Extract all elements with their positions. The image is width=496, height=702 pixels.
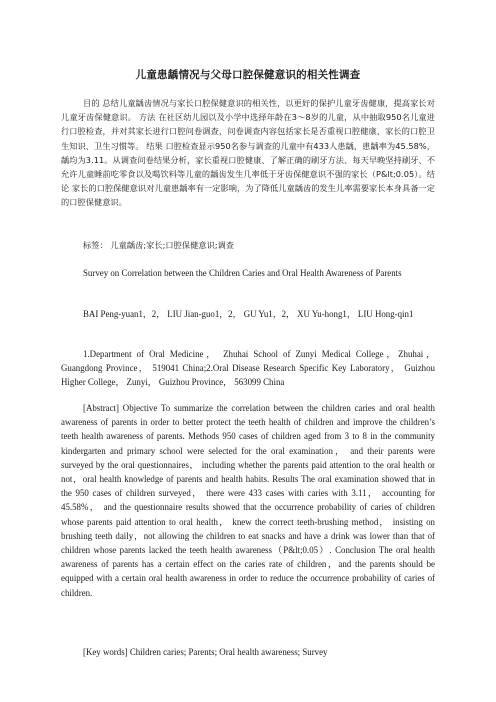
- keywords-chinese: 标签： 儿童龋齿;家长;口腔保健意识;调查: [83, 240, 235, 250]
- paper-title: 儿童患龋情况与父母口腔保健意识的相关性调查: [135, 69, 361, 81]
- abstract-english: [Abstract] Objective To summarize the correlation between the children caries and oral health awareness of parents in order to better protect the teeth health of children and improve the children’s teeth health awareness of parents. Methods 950 cases of children aged from 3 to 8 in the community kindergarten and primary school were selected for the oral examination， and their parents were surveyed by the oral questionnaires， including whether the parents paid attention to the oral health or not，oral health knowledge of parents and health habits. Results The oral examination showed that in the 950 cases of children surveyed， there were 433 cases with caries with 3.11， accounting for 45.58%， and the questionnaire results showed that the occurrence probability of caries of children whose parents paid attention to oral health， knew the correct teeth-brushing method， insisting on brushing teeth daily，not allowing the children to eat snacks and have a drink was lower than that of children whose parents lacked the teeth health awareness（P&lt;0.05）. Conclusion The oral health awareness of parents has a certain effect on the caries rate of children，and the parents should be equipped with a certain oral health awareness in order to reduce the occurrence probability of caries of children.: [61, 403, 436, 598]
- affiliations: 1.Department of Oral Medicine， Zhuhai School of Zunyi Medical College，Zhuhai， Guangdong Province， 519041 China;2.Oral Disease Research Specific Key Laboratory， Guizhou Higher College， Zunyi， Guizhou Province， 563099 China: [61, 349, 435, 388]
- author-list: BAI Peng-yuan1，2， LIU Jian-guo1，2， GU Yu1，2， XU Yu-hong1， LIU Hong-qin1: [83, 309, 414, 319]
- abstract-chinese: 目的 总结儿童龋齿情况与家长口腔保健意识的相关性，以更好的保护儿童牙齿健康，提高家长对儿童牙齿保健意识。 方法 在社区幼儿园以及小学中选择年龄在3～8岁的儿童，从中抽取950名儿童进行口腔检查，并对其家长进行口腔问卷调查，问卷调查内容包括家长是否重视口腔健康、家长的口腔卫生知识、卫生习惯等。 结果 口腔检查显示950名参与调查的儿童中有433人患龋，患龋率为45.58%，龋均为3.11。从调查问卷结果分析，家长重视口腔健康、了解正确的刷牙方法、每天早晚坚持刷牙、不允许儿童睡前吃零食以及喝饮料等儿童的龋齿发生几率低于牙齿保健意识不强的家长（P&lt;0.05）。结论 家长的口腔保健意识对儿童患龋率有一定影响，为了降低儿童龋齿的发生儿率需要家长本身具备一定的口腔保健意识。: [61, 98, 435, 208]
- english-title: Survey on Correlation between the Children Caries and Oral Health Awareness of Parents: [83, 268, 402, 278]
- keywords-english: [Key words] Children caries; Parents; Oral health awareness; Survey: [83, 647, 328, 657]
